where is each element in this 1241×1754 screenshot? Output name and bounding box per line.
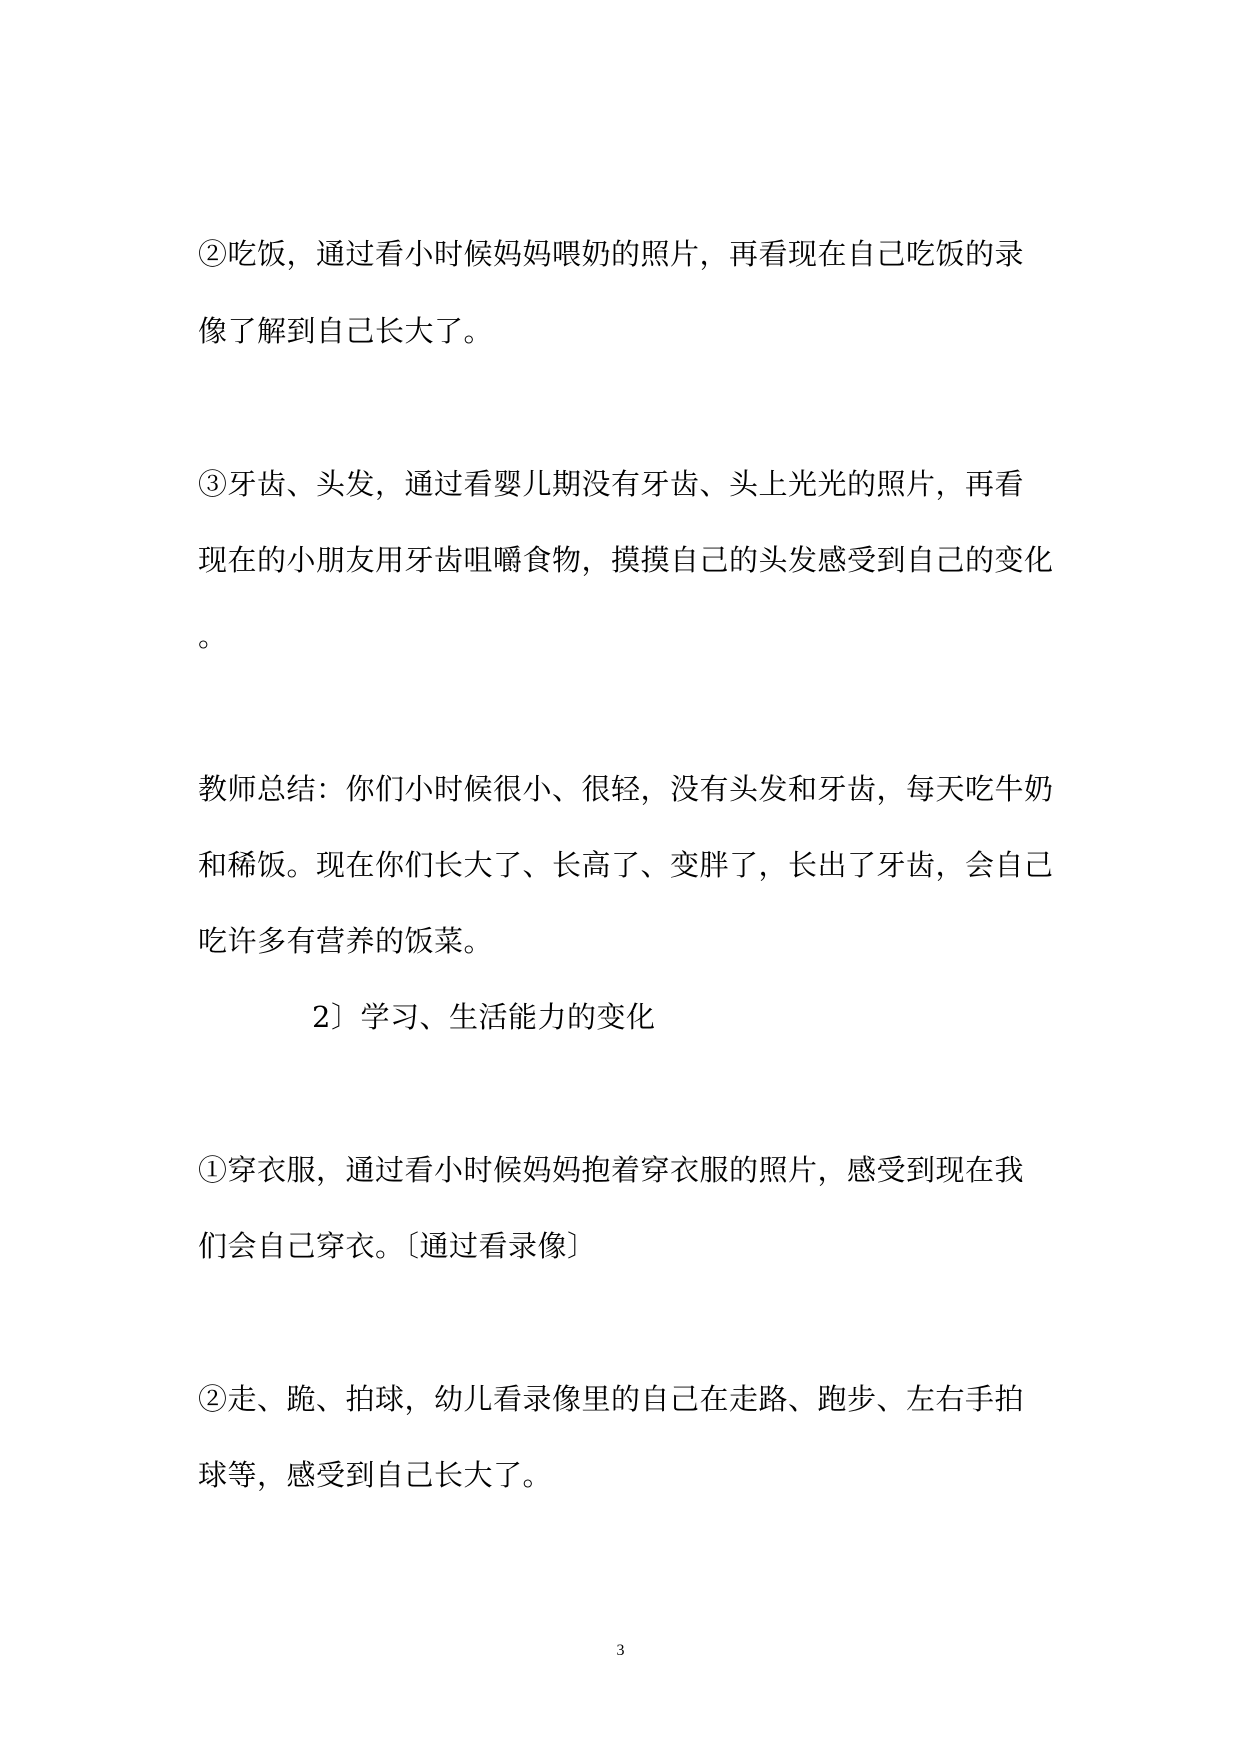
paragraph-eating-line-2: 像了解到自己长大了。 [198,314,494,348]
page-number: 3 [616,1642,625,1659]
paragraph-teacher-summary-line-1: 教师总结：你们小时候很小、很轻，没有头发和牙齿，每天吃牛奶 [198,772,1054,806]
paragraph-teacher-summary-line-2: 和稀饭。现在你们长大了、长高了、变胖了，长出了牙齿，会自己 [198,848,1054,882]
paragraph-teeth-hair-line-3: 。 [198,619,228,653]
paragraph-dressing-line-1: ①穿衣服，通过看小时候妈妈抱着穿衣服的照片，感受到现在我 [198,1153,1025,1187]
paragraph-eating-line-1: ②吃饭，通过看小时候妈妈喂奶的照片，再看现在自己吃饭的录 [198,237,1025,271]
paragraph-dressing-line-2: 们会自己穿衣。〔通过看录像〕 [198,1229,597,1263]
paragraph-walking-line-2: 球等，感受到自己长大了。 [198,1458,553,1492]
paragraph-walking-line-1: ②走、跪、拍球，幼儿看录像里的自己在走路、跑步、左右手拍 [198,1382,1025,1416]
paragraph-teacher-summary-line-3: 吃许多有营养的饭菜。 [198,924,494,958]
paragraph-teeth-hair-line-2: 现在的小朋友用牙齿咀嚼食物，摸摸自己的头发感受到自己的变化 [198,543,1054,577]
section-heading: 2〕学习、生活能力的变化 [312,1000,656,1034]
paragraph-teeth-hair-line-1: ③牙齿、头发，通过看婴儿期没有牙齿、头上光光的照片，再看 [198,467,1025,501]
